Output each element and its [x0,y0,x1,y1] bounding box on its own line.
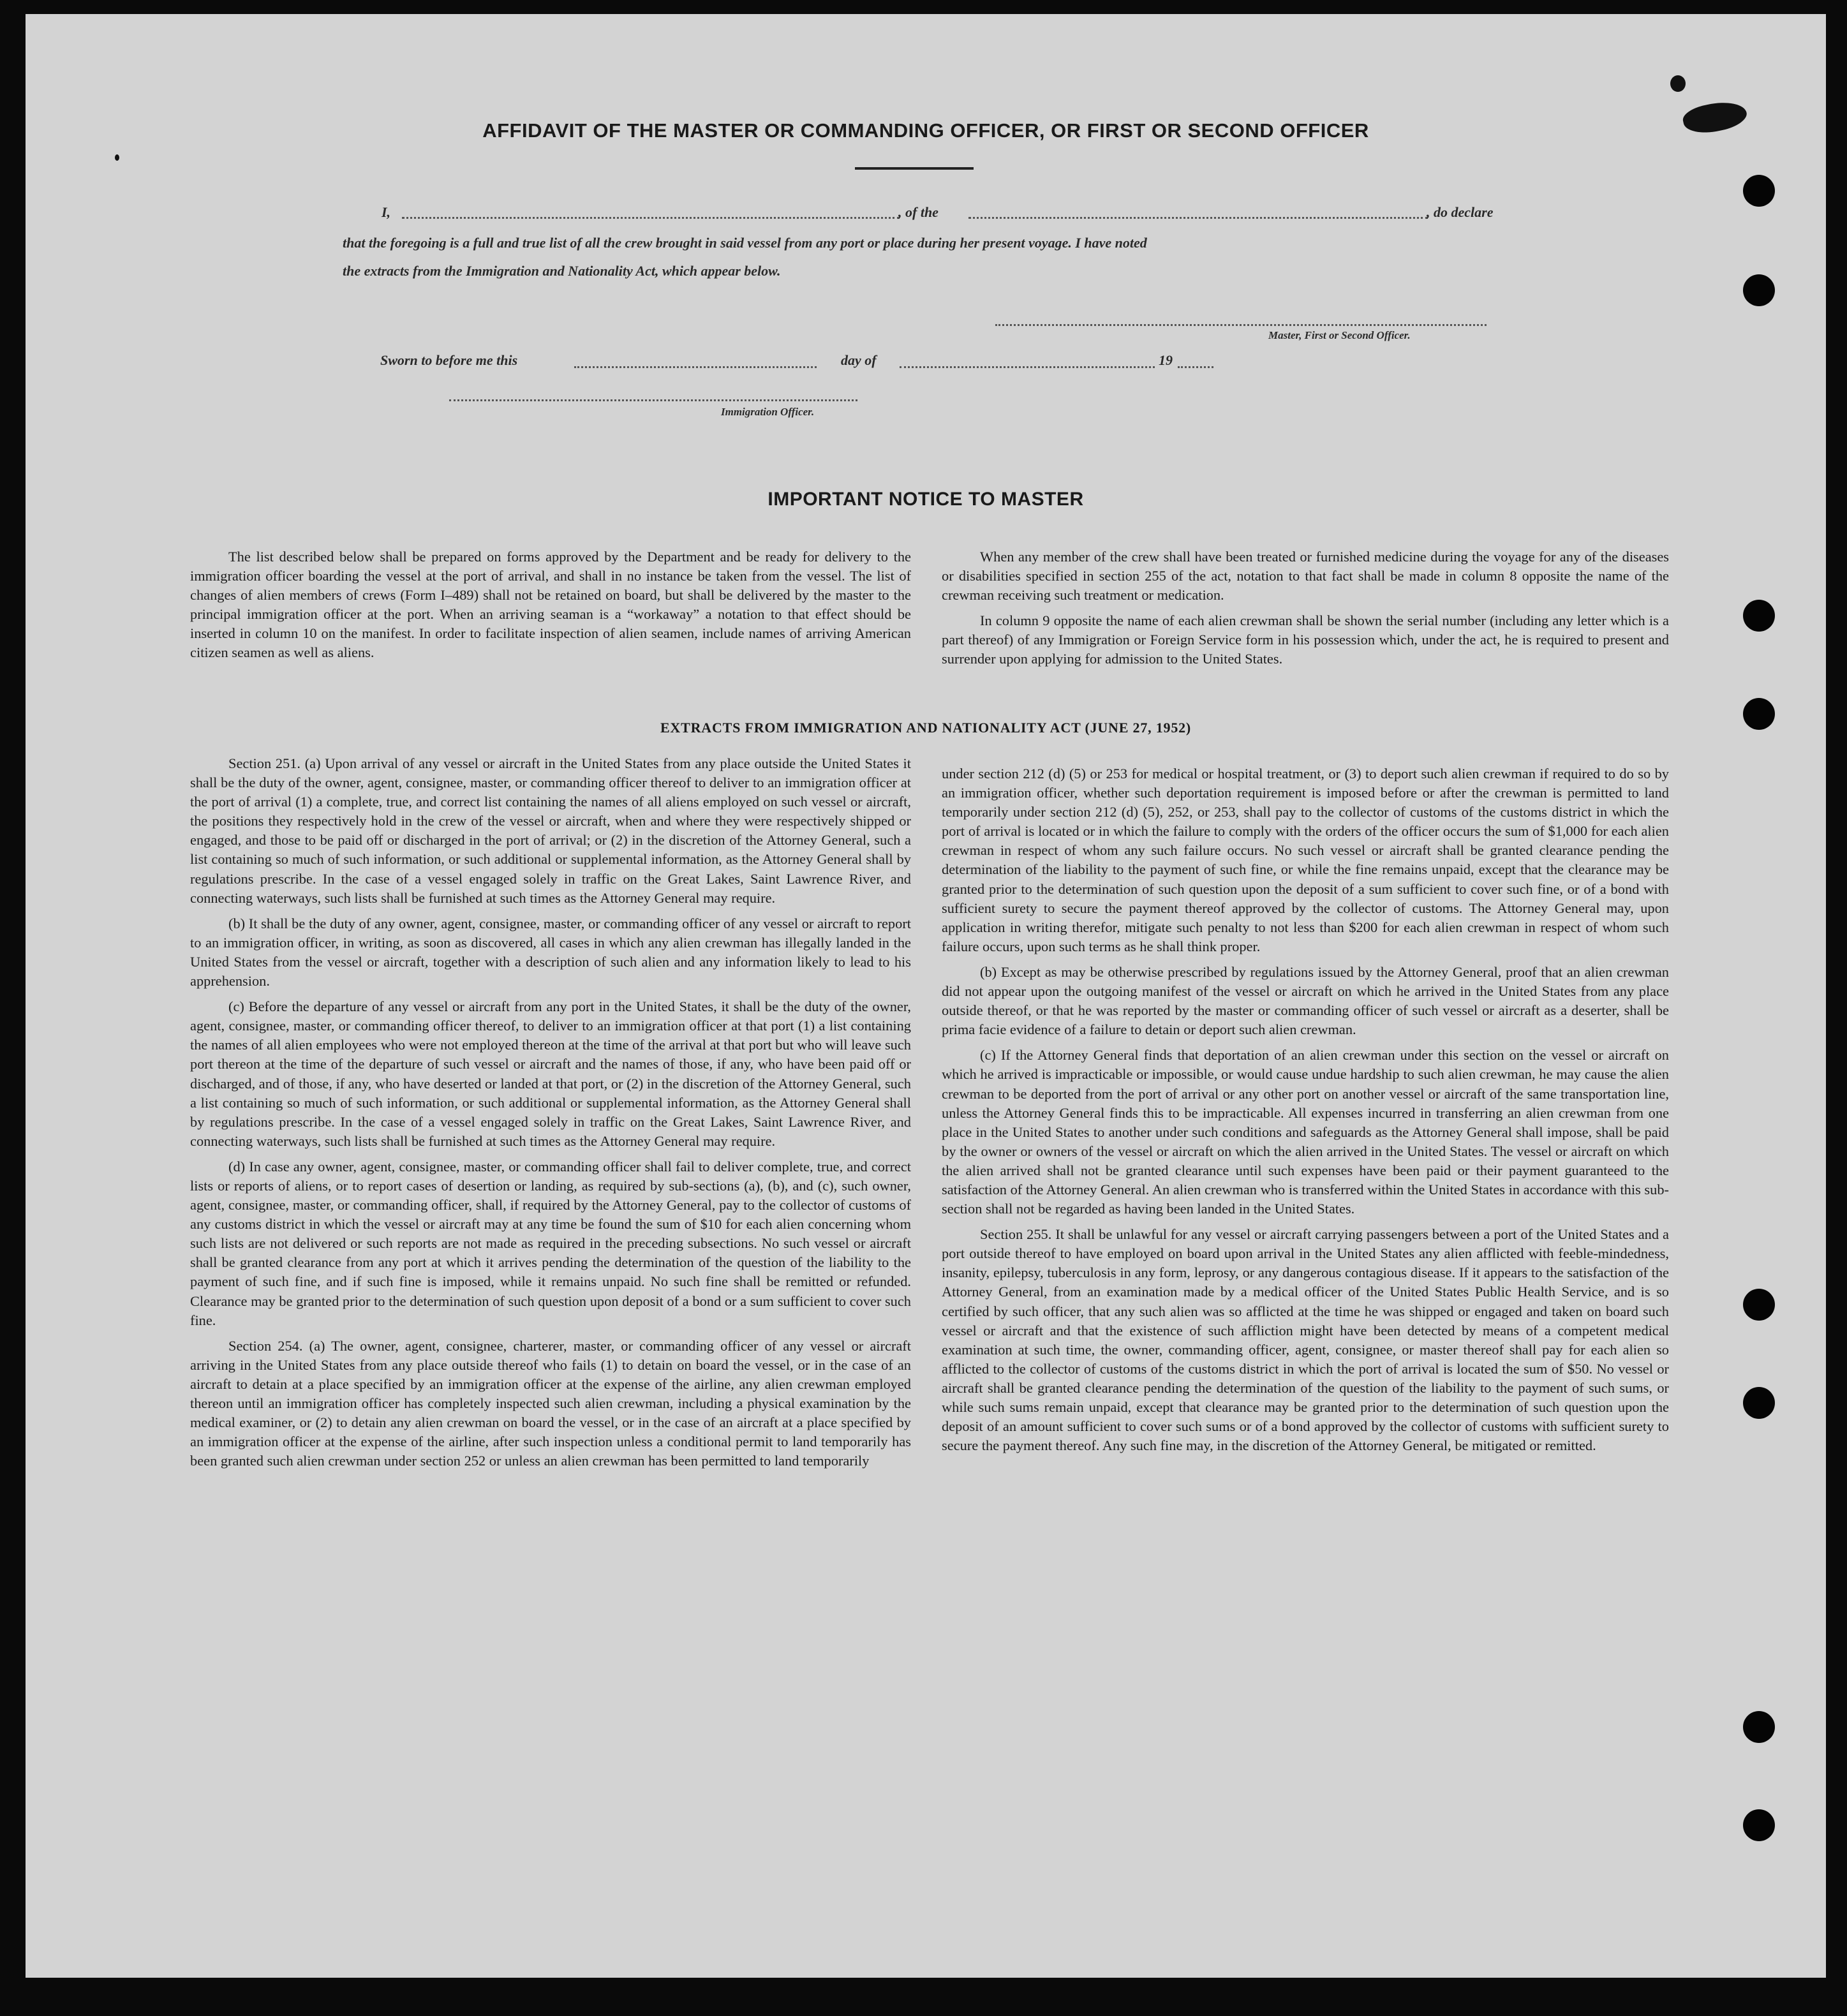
section-251-a: Section 251. (a) Upon arrival of any vessel or aircraft in the United States from any place outside the United States it shall be the duty of the owner, agent, consignee, master, or commanding officer thereof to deliver to an immigration officer at the port of arrival (1) a complete, true, and correct list containing the names of all aliens employed on such vessel or aircraft, the positions they respectively hold in the crew of the vessel or aircraft, when and where they were respectively shipped or engaged, and those to be paid off or discharged in the port of arrival; or (2) in the discretion of the Attorney General, such a list containing so much of such information, or such additional or supplemental information, as the Attorney General shall by regulations prescribe. In the case of a vessel engaged solely in traffic on the Great Lakes, Saint Lawrence River, and connecting waterways, such lists shall be furnished at such times as the Attorney General may require. [190,755,911,906]
ink-blot [1670,75,1686,92]
punch-hole [1743,1387,1775,1419]
notice-title: IMPORTANT NOTICE TO MASTER [768,489,1084,510]
extracts-right-column [942,764,1669,1455]
section-251-c: (c) Before the departure of any vessel or aircraft from any port in the United States, it shall be the duty of the owner, agent, consignee, master, or commanding officer thereof, to deliver to an immigration officer at that port (1) a list containing the names of all alien employees who were not employed thereon at the time of the arrival at that port but who will leave such port thereon at the time of the departure of such vessel or aircraft and the names of those, if any, who have been paid off or discharged, and of those, if any, who have deserted or landed at that port, or (2) in the discretion of the Attorney General, such a list containing so much of such information, or such additional or supplemental information, as the Attorney General shall by regulations prescribe. In the case of a vessel engaged solely in traffic on the Great Lakes, Saint Lawrence River, and connecting waterways, such lists shall be furnished at such times as the Attorney General may require. [190,998,911,1149]
punch-hole [1743,600,1775,632]
declaration-line-2: that the foregoing is a full and true list of all the crew brought in said vessel from any port or place during her present voyage. I have noted [343,235,1147,251]
document-page [26,14,1826,1978]
sworn-date-blank[interactable] [574,366,817,368]
notice-left-paragraph: The list described below shall be prepared on forms approved by the Department and be ready for delivery to the immigration officer boarding the vessel at the port of arrival, and shall in no instance be taken from the vessel. The list of changes of alien members of crews (Form I–489) shall not be retained on board, but shall be delivered by the master to the principal immigration officer at the port. When an arriving seaman is a “workaway” a notation to that effect should be inserted in column 10 on the manifest. In order to facilitate inspection of alien seamen, include names of arriving American citizen seamen as well as aliens. [190,549,911,661]
declaration-line-3: the extracts from the Immigration and Nationality Act, which appear below. [343,263,781,279]
notice-right-paragraph-1: When any member of the crew shall have been treated or furnished medicine during the voyage for any of the diseases or disabilities specified in section 255 of the act, notation to that fact shall be made in column 8 opposite the name of the crewman receiving such treatment or medication. [942,549,1669,604]
declaration-i: I, [382,204,391,220]
affidavit-title: AFFIDAVIT OF THE MASTER OR COMMANDING OFFICER, OR FIRST OR SECOND OFFICER [482,119,1369,142]
notice-left-column [190,547,911,663]
section-254-b: (b) Except as may be otherwise prescribed by regulations issued by the Attorney General, proof that an alien crewman did not appear upon the outgoing manifest of the vessel or aircraft on which he arrived in the United States from any place outside thereof, or that he was reported by the master or commanding officer of such vessel or aircraft as a deserter, shall be prima facie evidence of a failure to detain or deport such alien crewman. [942,963,1669,1038]
punch-hole [1743,1809,1775,1841]
notice-right-column [942,547,1669,669]
ink-speck [115,154,119,161]
section-254-a-continued: under section 212 (d) (5) or 253 for medical or hospital treatment, or (3) to deport such alien crewman if required to do so by an immigration officer, whether such deportation requirement is imposed before or after the crewman is permitted to land temporarily under section 212 (d) (5), 252, or 253, shall pay to the collector of customs of the customs district in which the port of arrival is located or in which the failure to comply with the orders of the officer occurs the sum of $1,000 for each alien crewman in respect of whom any such failure occurs. No such vessel or aircraft shall be granted clearance pending the determination of the liability to the payment of such fine, or while the fine remains unpaid, except that the clearance may be granted prior to the determination of such question upon the deposit of a sum sufficient to cover such fine, or of a bond with sufficient surety to secure the payment thereof approved by the collector of customs. The Attorney General may, upon application in writing therefor, mitigate such penalty to not less than $200 for each alien crewman in respect of whom such failure occurs, upon such terms as he shall think proper. [942,766,1669,954]
punch-hole [1743,1711,1775,1743]
extracts-left-column [190,754,911,1471]
punch-hole [1743,274,1775,306]
section-251-b: (b) It shall be the duty of any owner, agent, consignee, master, or commanding officer of any vessel or aircraft to report to an immigration officer, in writing, as soon as discovered, all cases in which any alien crewman has illegally landed in the United States from the vessel or aircraft, together with a description of such alien and any information likely to lead to his apprehension. [190,915,911,989]
declaration-do-declare: , do declare [1427,204,1494,220]
section-251-d: (d) In case any owner, agent, consignee, master, or commanding officer shall fail to deliver complete, true, and correct lists or reports of aliens, or to report cases of desertion or landing, as required by sub-sections (a), (b), and (c), such owner, agent, consignee, master, or commanding officer, shall, if required by the Attorney General, pay to the collector of customs of any customs district in which the vessel or aircraft may at any time be found the sum of $10 for each alien concerning whom such lists are not delivered or such reports are not made as required in the preceding subsections. No such vessel or aircraft shall be granted clearance from any port at which it arrives pending the determination of the question of the liability to the payment of such fine, and if such fine is imposed, while it remains unpaid. No such fine shall be remitted or refunded. Clearance may be granted prior to the determination of such question upon deposit of a bond or a sum sufficient to cover such fine. [190,1158,911,1328]
title-underline [855,167,974,170]
vessel-blank[interactable] [968,217,1428,219]
section-254-c: (c) If the Attorney General finds that deportation of an alien crewman under this section on the vessel or aircraft on which he arrived is impracticable or impossible, or would cause undue hardship to such alien crewman, he may cause the alien crewman to be deported from the port of arrival or any other port on another vessel or aircraft of the same transportation line, unless the Attorney General finds this to be impracticable. All expenses incurred in transferring an alien crewman from one place in the United States to another under such conditions and safeguards as the Attorney General shall impose, shall be paid by the owner or owners of the vessel or aircraft on which the alien arrived in the United States. The vessel or aircraft on which the alien arrived shall not be granted clearance until such expenses have been paid or their payment guaranteed to the satisfaction of the Attorney General. An alien crewman who is transferred within the United States in accordance with this sub-section shall not be regarded as having been landed in the United States. [942,1047,1669,1217]
officer-signature-line[interactable] [449,399,857,401]
section-254-a: Section 254. (a) The owner, agent, consignee, charterer, master, or commanding officer of any vessel or aircraft arriving in the United States from any place outside thereof who fails (1) to detain on board the vessel, or in the case of an aircraft to detain at a place specified by an immigration officer at the expense of the airline, any alien crewman employed thereon until an immigration officer has completely inspected such alien crewman, including a physical examination by the medical examiner, or (2) to detain any alien crewman on board the vessel, or in the case of an aircraft at a place specified by an immigration officer at the expense of the airline, after such inspection unless a conditional permit to land temporarily has been granted such alien crewman under section 252 or unless an alien crewman has been permitted to land temporarily [190,1337,911,1469]
punch-hole [1743,1289,1775,1321]
name-blank[interactable] [402,217,900,219]
month-blank[interactable] [900,366,1155,368]
declaration-of-the: , of the [898,204,938,220]
year-blank[interactable] [1178,366,1213,368]
sworn-label: Sworn to before me this [380,352,518,368]
notice-right-paragraph-2: In column 9 opposite the name of each alien crewman shall be shown the serial number (including any letter which is a part thereof) of any Immigration or Foreign Service form in his possession which, under the act, he is required to present and surrender upon applying for admission to the United States. [942,612,1669,667]
master-caption: Master, First or Second Officer. [1268,329,1411,341]
extracts-title: EXTRACTS FROM IMMIGRATION AND NATIONALITY ACT (JUNE 27, 1952) [660,720,1192,736]
officer-caption: Immigration Officer. [721,406,815,418]
day-of-label: day of [841,352,877,368]
punch-hole [1743,175,1775,207]
section-255: Section 255. It shall be unlawful for any vessel or aircraft carrying passengers between a port of the United States and a port outside thereof to have employed on board upon arrival in the United States any alien afflicted with feeble-mindedness, insanity, epilepsy, tuberculosis in any form, leprosy, or any dangerous contagious disease. If it appears to the satisfaction of the Attorney General, from an examination made by a medical officer of the United States Public Health Service, and is so certified by such officer, that any such alien was so afflicted at the time he was shipped or engaged and taken on board such vessel or aircraft and that the existence of such affliction might have been detected by means of a competent medical examination at such time, the owner, commanding officer, agent, consignee, or master thereof shall pay for each alien so afflicted to the collector of customs of the customs district in which the port of arrival is located the sum of $50. No vessel or aircraft shall be granted clearance pending the determination of the question of the liability to the payment of such sums, or while such sums remain unpaid, except that clearance may be granted prior to the determination of such question upon the deposit of an amount sufficient to cover such sums or of a bond approved by the collector of customs with sufficient surety to secure the payment thereof. Any such fine may, in the discretion of the Attorney General, be mitigated or remitted. [942,1226,1669,1454]
master-signature-line[interactable] [995,324,1487,326]
year-label: 19 [1159,352,1173,368]
